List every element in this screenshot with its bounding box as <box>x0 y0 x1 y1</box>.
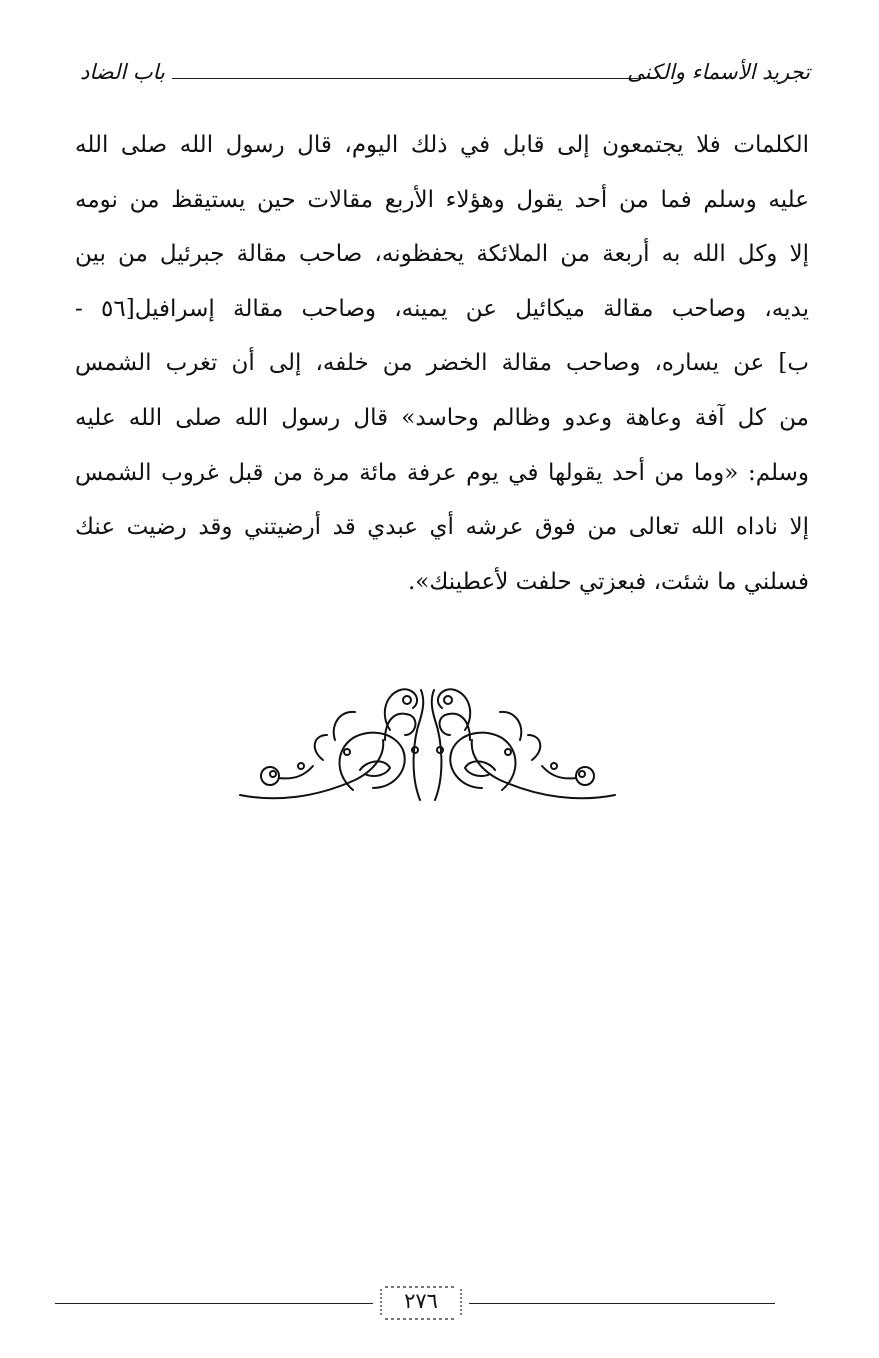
text-line: يديه، وصاحب مقالة ميكائيل عن يمينه، وصاحب مقالة إسرافيل[٥٦ - <box>75 295 809 322</box>
footer-rule-left <box>55 1303 373 1304</box>
text-line: إلا ناداه الله تعالى من فوق عرشه أي عبدي قد أرضيتني وقد رضيت عنك <box>75 514 809 541</box>
text-line: من كل آفة وعاهة وعدو وظالم وحاسد» قال رسول الله صلى الله عليه <box>75 404 809 431</box>
page-number-frame <box>375 1283 467 1323</box>
text-line: عليه وسلم فما من أحد يقول وهؤلاء الأربع مقالات حين يستيقظ من نومه <box>75 186 809 213</box>
page-number: ٢٧٦ <box>404 1289 438 1313</box>
book-title: تجريد الأسماء والكنى <box>627 60 810 84</box>
text-line: ب] عن يساره، وصاحب مقالة الخضر من خلفه، إلى أن تغرب الشمس <box>75 350 809 377</box>
text-line: وسلم: «وما من أحد يقولها في يوم عرفة مائة مرة من قبل غروب الشمس <box>75 459 809 486</box>
text-line: إلا وكل الله به أربعة من الملائكة يحفظونه، صاحب مقالة جبرئيل من بين <box>75 241 809 268</box>
text-line: الكلمات فلا يجتمعون إلى قابل في ذلك اليوم، قال رسول الله صلى الله <box>75 132 809 158</box>
body-text <box>75 118 809 609</box>
header-rule <box>172 78 645 79</box>
page-footer <box>55 1283 775 1333</box>
chapter-title: باب الضاد <box>80 60 165 84</box>
running-header <box>80 60 810 100</box>
floral-scroll-ornament-icon <box>235 680 620 805</box>
footer-rule-right <box>469 1303 775 1304</box>
text-line: فسلني ما شئت، فبعزتي حلفت لأعطينك». <box>407 568 809 595</box>
